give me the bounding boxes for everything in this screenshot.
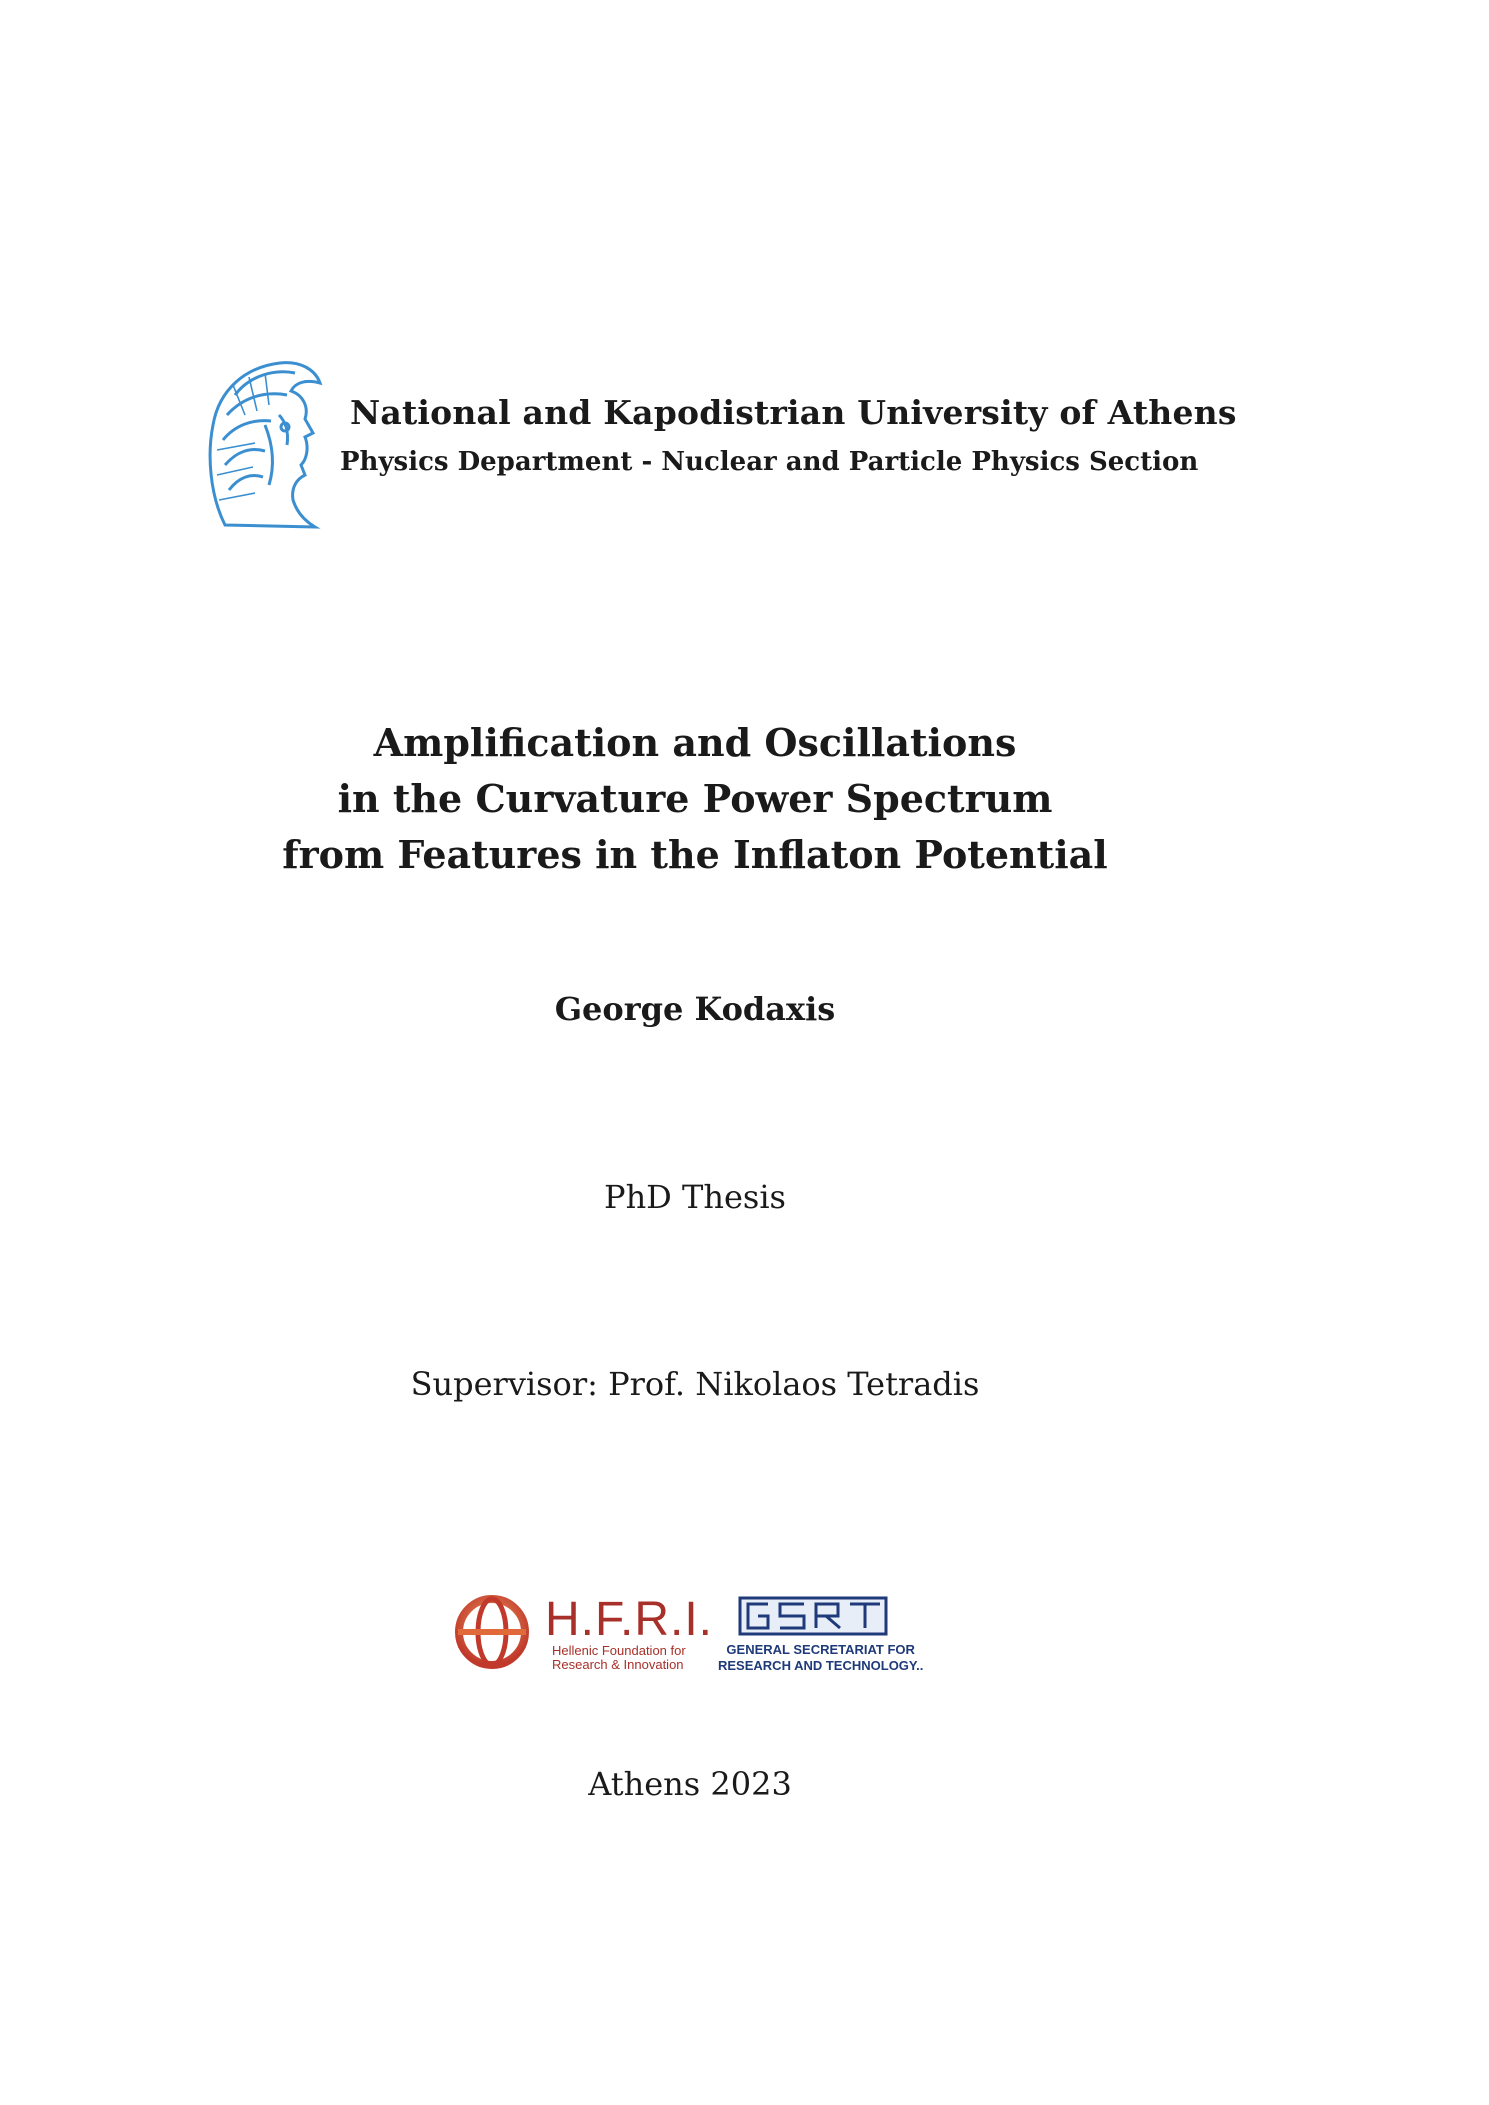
hfri-emblem-icon (452, 1592, 532, 1672)
title-line-3: from Features in the Inflaton Potential (282, 832, 1108, 877)
gsrt-subtitle-line-2: RESEARCH AND TECHNOLOGY.. (718, 1658, 924, 1673)
department-name: Physics Department - Nuclear and Particle Physics Section (340, 447, 1199, 477)
document-type: PhD Thesis (604, 1178, 786, 1216)
gsrt-logo (738, 1596, 888, 1636)
university-name: National and Kapodistrian University of Athens (350, 393, 1237, 432)
author-name: George Kodaxis (554, 990, 836, 1028)
hfri-name: H.F.R.I. (545, 1593, 714, 1646)
hfri-subtitle-line-1: Hellenic Foundation for (552, 1643, 686, 1658)
gsrt-subtitle (718, 1642, 923, 1674)
title-line-1: Amplification and Oscillations (373, 720, 1017, 765)
hfri-subtitle (552, 1644, 686, 1672)
place-and-year: Athens 2023 (588, 1765, 792, 1803)
university-logo (205, 355, 323, 530)
thesis-title (0, 715, 1390, 883)
title-line-2: in the Curvature Power Spectrum (337, 776, 1053, 821)
gsrt-subtitle-line-1: GENERAL SECRETARIAT FOR (726, 1642, 915, 1657)
hfri-subtitle-line-2: Research & Innovation (552, 1657, 684, 1672)
supervisor-line: Supervisor: Prof. Nikolaos Tetradis (410, 1365, 980, 1403)
